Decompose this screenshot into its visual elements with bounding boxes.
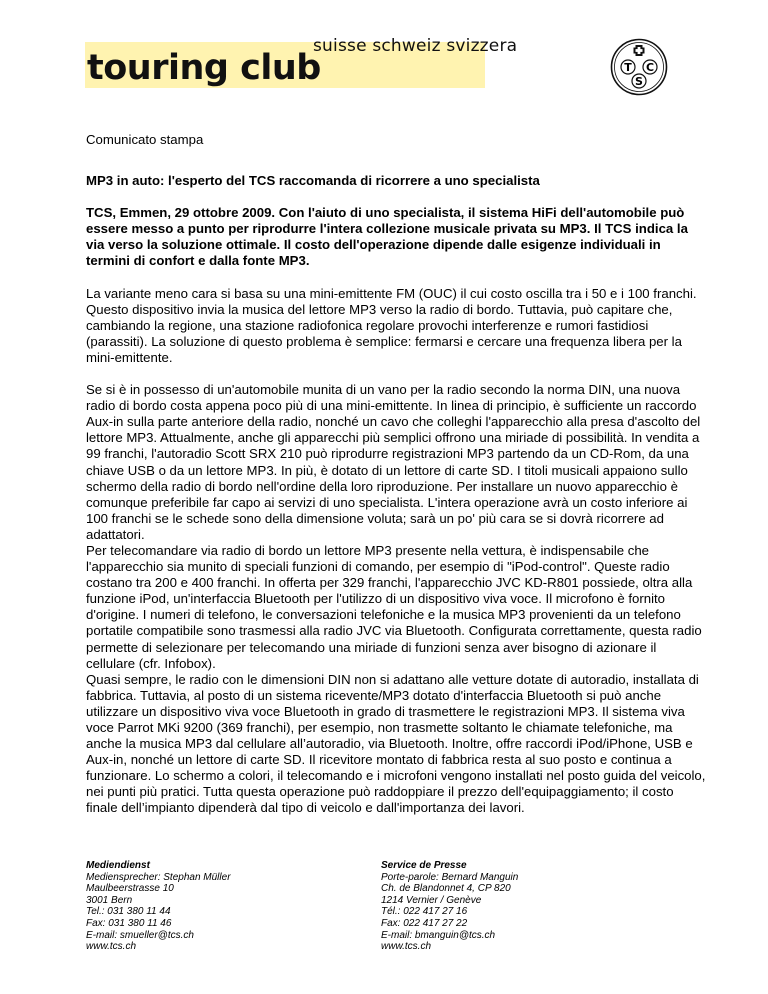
paragraph: La variante meno cara si basa su una mini-emittente FM (OUC) il cui costo oscilla tra i 50 e i 100 franchi. Questo dispositivo invia la musica del lettore MP3 verso la radio di bordo. Tuttavia, può capitare che, cambiando la regione, una stazione radiofonica regolare provochi interferenze e rumori fastidiosi (parassiti). La soluzione di questo problema è semplice: fermarsi e cercare una frequenza libera per la mini-emittente. bbox=[86, 285, 697, 365]
contact-line: Porte-parole: Bernard Manguin bbox=[381, 871, 519, 883]
contact-email[interactable]: E-mail: smueller@tcs.ch bbox=[86, 929, 194, 941]
contact-website[interactable]: www.tcs.ch bbox=[381, 941, 432, 953]
footer-heading: Mediendienst bbox=[86, 860, 150, 871]
contact-line: Tel.: 031 380 11 44 bbox=[86, 906, 171, 918]
footer-contact-de bbox=[86, 860, 231, 953]
paragraph: Per telecomandare via radio di bordo un lettore MP3 presente nella vettura, è indispensabile che l'apparecchio sia munito di speciali funzioni di comando, per esempio di "iPod-control". Queste radio costano tra 200 e 400 franchi. In offerta per 329 franchi, l'apparecchio JVC KD-R801 possiede, oltra alla funzione iPod, un'interfaccia Bluetooth per l'utilizzo di un dispositivo viva voce. Il microfono è fornito d'origine. I numeri di telefono, le conversazioni telefoniche e la musica MP3 provenienti da un telefono portatile compatibile sono trasmessi alla radio JVC via Bluetooth. Configurata correttamente, questa radio permette di selezionare per telecomando una miriade di funzioni senza aver bisogno di azionare il cellulare (cfr. Infobox). bbox=[86, 542, 702, 671]
footer-heading: Service de Presse bbox=[381, 860, 467, 871]
contact-website[interactable]: www.tcs.ch bbox=[86, 941, 137, 953]
contact-line: Tél.: 022 417 27 16 bbox=[381, 906, 468, 918]
logo-letter-s: S bbox=[635, 75, 643, 88]
contact-line: Fax: 022 417 27 22 bbox=[381, 917, 468, 929]
contact-line: 3001 Bern bbox=[86, 894, 133, 906]
document-title: MP3 in auto: l'esperto del TCS raccomanda di ricorrere a uno specialista bbox=[86, 173, 540, 189]
brand-languages: suisse schweiz svizzera bbox=[313, 36, 518, 56]
contact-email[interactable]: E-mail: bmanguin@tcs.ch bbox=[381, 929, 496, 941]
logo-letter-c: C bbox=[645, 61, 655, 74]
paragraph: Se si è in possesso di un'automobile munita di un vano per la radio secondo la norma DIN, una nuova radio di bordo costa appena poco più di una mini-emittente. In linea di principio, è sufficiente un raccordo Aux-in sulla parte anteriore della radio, nonché un cavo che colleghi l'apparecchio alla presa d'ascolto del lettore MP3. Attualmente, anche gli apparecchi più semplici offrono una miriade di possibilità. In vendita a 99 franchi, l'autoradio Scott SRX 210 può riprodurre registrazioni MP3 partendo da un CD-Rom, da una chiave USB o da un lettore MP3. In più, è dotato di un lettore di carte SD. I titoli musicali appaiono sullo schermo della radio di bordo nell'ordine della loro riproduzione. Per installare un nuovo apparecchio è comunque preferibile far capo ai servizi di uno specialista. L'intera operazione avrà un costo inferiore ai 100 franchi se le schede sono della dimensione voluta; sarà un po' più cara se si dovrà ricorrere ad adattatori. bbox=[86, 382, 701, 542]
brand-name: touring club bbox=[87, 48, 321, 88]
logo-letter-t: T bbox=[624, 61, 632, 74]
contact-line: 1214 Vernier / Genève bbox=[381, 894, 482, 906]
contact-line: Ch. de Blandonnet 4, CP 820 bbox=[381, 883, 511, 895]
document-lead: TCS, Emmen, 29 ottobre 2009. Con l'aiuto di uno specialista, il sistema HiFi dell'automobile può essere messo a punto per riprodurre l'intera collezione musicale privata su MP3. Il TCS indica la via verso la soluzione ottimale. Il costo dell'operazione dipende dalle esigenze individuali in termini di confort e dalla fonte MP3. bbox=[86, 205, 688, 269]
footer-contact-fr bbox=[381, 860, 518, 953]
contact-line: Mediensprecher: Stephan Müller bbox=[86, 871, 231, 883]
document-type: Comunicato stampa bbox=[86, 132, 204, 147]
contact-line: Fax: 031 380 11 46 bbox=[86, 917, 172, 929]
tcs-logo-icon bbox=[610, 38, 668, 96]
paragraph: Quasi sempre, le radio con le dimensioni DIN non si adattano alle vetture dotate di autoradio, installata di fabbrica. Tuttavia, al posto di un sistema ricevente/MP3 dotato d'interfaccia Bluetooth si può anche utilizzare un dispositivo viva voce Bluetooth in grado di trasmettere le registrazioni MP3. Il sistema viva voce Parrot MKi 9200 (369 franchi), per esempio, non trasmette soltanto le chiamate telefoniche, ma anche la musica MP3 dal cellulare all’autoradio, via Bluetooth. Inoltre, offre raccordi iPod/iPhone, USB e Aux-in, nonché un lettore di carte SD. Il ricevitore montato di fabbrica resta al suo posto e continua a funzionare. Lo schermo a colori, il telecomando e i microfoni vengono installati nel posto guida del veicolo, nei punti più pratici. Tutta questa operazione può raddoppiare il prezzo dell'equipaggiamento; il costo finale dell’impianto dipenderà dal tipo di veicolo e dall'importanza dei lavori. bbox=[86, 671, 706, 816]
contact-line: Maulbeerstrasse 10 bbox=[86, 883, 174, 895]
press-release-body bbox=[86, 132, 706, 817]
